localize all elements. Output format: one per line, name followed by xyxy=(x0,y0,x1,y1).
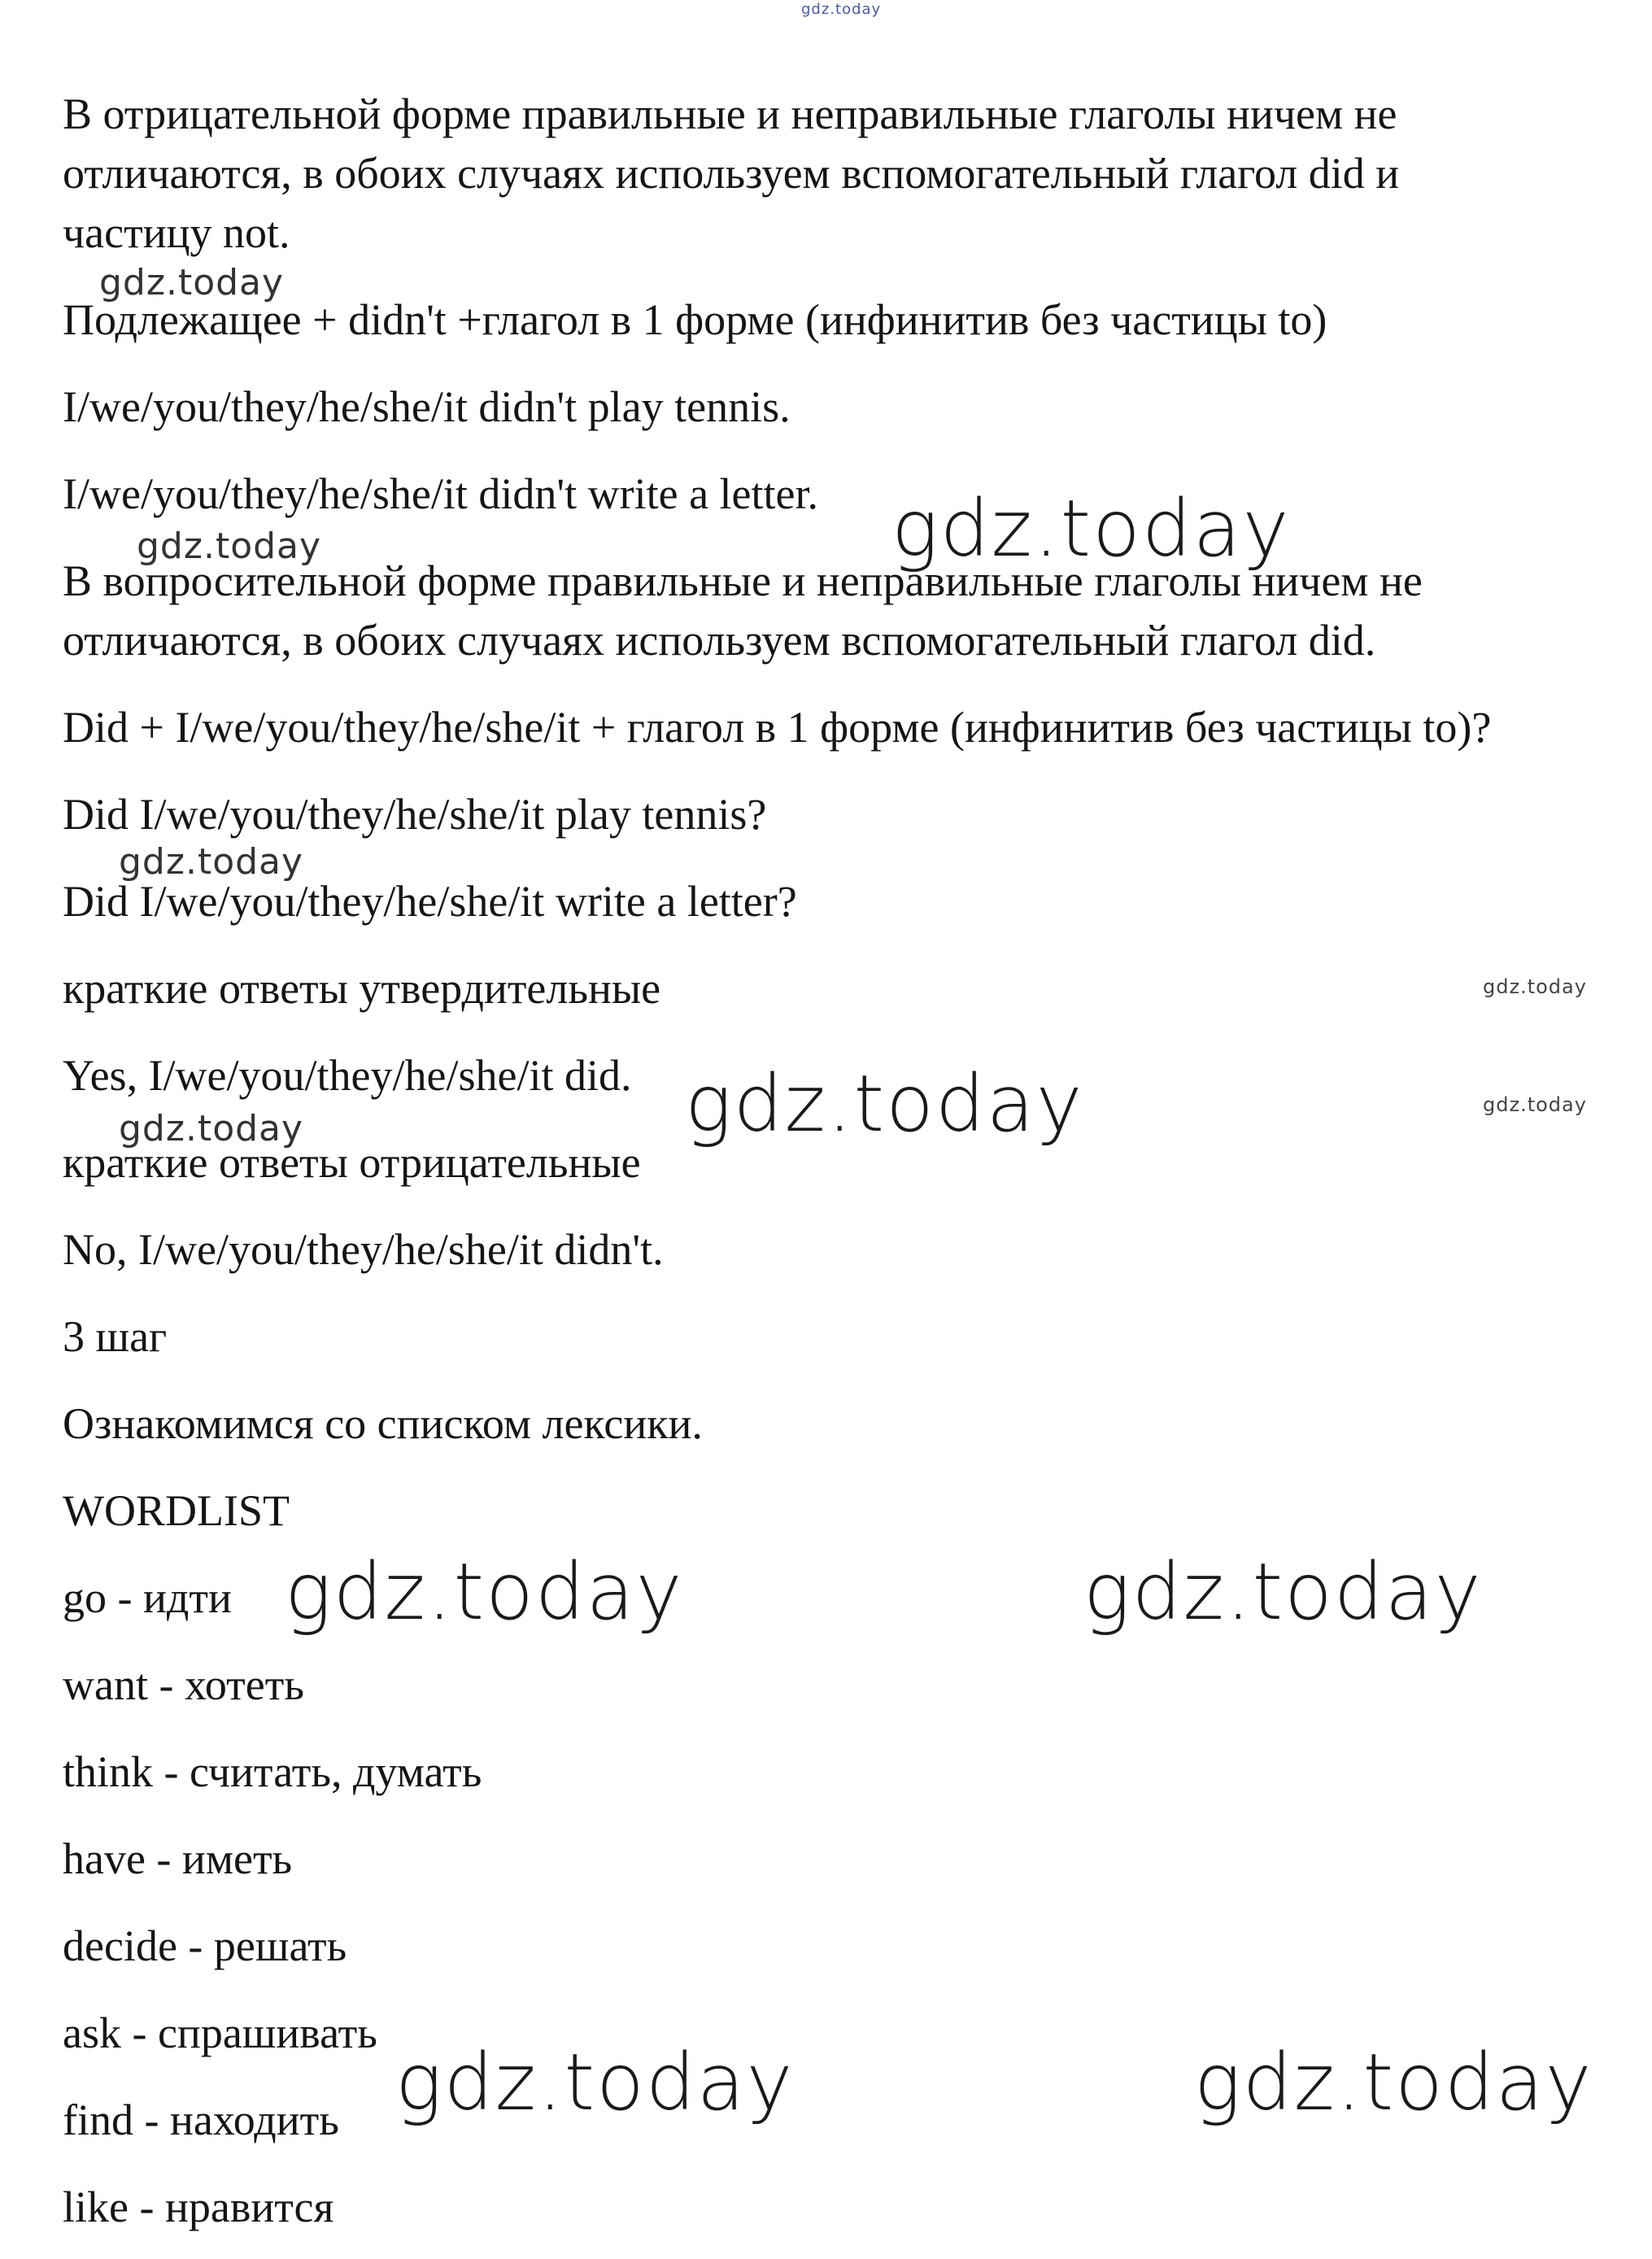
wordlist-item: have - иметь xyxy=(63,1834,293,1883)
short-answers-negative-label: краткие ответы отрицательные xyxy=(63,1138,641,1187)
watermark-big-5: gdz.today xyxy=(395,2037,795,2128)
wordlist-item: ask - спрашивать xyxy=(63,2008,377,2057)
short-answer-positive: Yes, I/we/you/they/he/she/it did. xyxy=(63,1051,632,1100)
question-rule-line-2: отличаются, в обоих случаях используем вспомогательный глагол did. xyxy=(63,616,1376,665)
negative-rule-line-2: отличаются, в обоих случаях используем вспомогательный глагол did и xyxy=(63,149,1400,198)
watermark-small-1: gdz.today xyxy=(1483,975,1587,998)
wordlist-item: want - хотеть xyxy=(63,1660,304,1709)
negative-example-1: I/we/you/they/he/she/it didn't play tennis. xyxy=(63,382,791,431)
question-example-2: Did I/we/you/they/he/she/it write a letter? xyxy=(63,877,797,926)
watermark-big-3: gdz.today xyxy=(285,1546,684,1638)
negative-rule-line-3: частицу not. xyxy=(63,208,290,257)
negative-example-2: I/we/you/they/he/she/it didn't write a letter. xyxy=(63,469,818,518)
wordlist-item: like - нравится xyxy=(63,2183,334,2231)
short-answer-negative: No, I/we/you/they/he/she/it didn't. xyxy=(63,1225,664,1274)
short-answers-positive-label: краткие ответы утвердительные xyxy=(63,964,661,1013)
watermark-mid-2: gdz.today xyxy=(137,526,322,567)
watermark-top: gdz.today xyxy=(801,1,882,18)
watermark-big-6: gdz.today xyxy=(1194,2037,1593,2128)
watermark-big-1: gdz.today xyxy=(891,483,1291,574)
watermark-mid-4: gdz.today xyxy=(119,1108,304,1149)
wordlist-item: think - считать, думать xyxy=(63,1747,482,1796)
watermark-big-2: gdz.today xyxy=(685,1058,1084,1149)
watermark-mid-3: gdz.today xyxy=(119,841,304,883)
question-example-1: Did I/we/you/they/he/she/it play tennis? xyxy=(63,790,767,839)
watermark-mid-1: gdz.today xyxy=(99,262,285,303)
wordlist-intro: Ознакомимся со списком лексики. xyxy=(63,1399,703,1448)
negative-formula: Подлежащее + didn't +глагол в 1 форме (инфинитив без частицы to) xyxy=(63,295,1327,344)
question-rule-line-1: В вопросительной форме правильные и неправильные глаголы ничем не xyxy=(63,556,1423,605)
watermark-big-4: gdz.today xyxy=(1083,1546,1483,1638)
negative-rule-line-1: В отрицательной форме правильные и неправильные глаголы ничем не xyxy=(63,89,1397,138)
wordlist-item: decide - решать xyxy=(63,1921,347,1970)
step-heading: 3 шаг xyxy=(63,1312,168,1361)
question-formula: Did + I/we/you/they/he/she/it + глагол в 1 форме (инфинитив без частицы to)? xyxy=(63,703,1492,752)
watermark-small-2: gdz.today xyxy=(1483,1093,1587,1116)
wordlist-title: WORDLIST xyxy=(63,1486,290,1535)
wordlist-item: go - идти xyxy=(63,1573,232,1622)
wordlist-item: find - находить xyxy=(63,2095,339,2144)
